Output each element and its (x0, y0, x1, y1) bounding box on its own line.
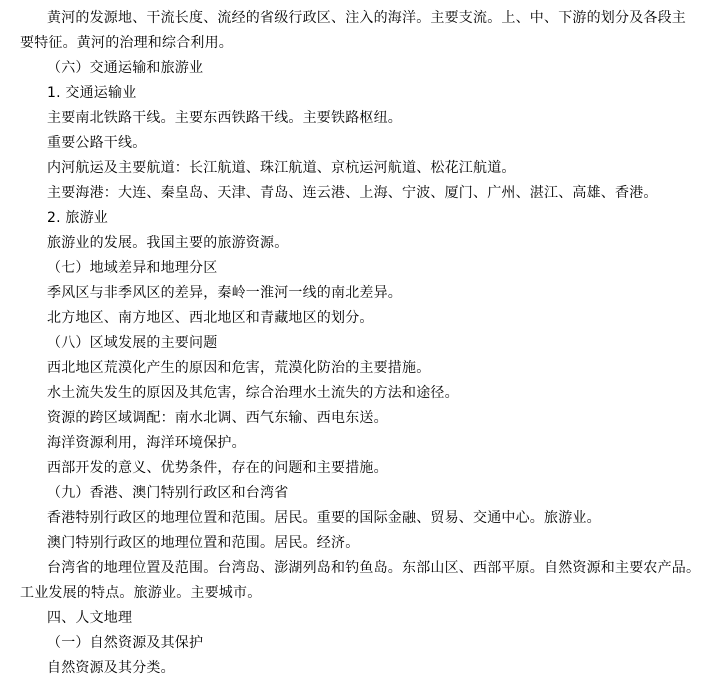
section-heading: （六）交通运输和旅游业 (47, 60, 204, 76)
paragraph-line: 北方地区、南方地区、西北地区和青藏地区的划分。 (47, 310, 374, 326)
paragraph-line: 台湾省的地理位置及范围。台湾岛、澎湖列岛和钓鱼岛。东部山区、西部平原。自然资源和主要农产品。 (47, 560, 701, 576)
section-heading: （一）自然资源及其保护 (47, 635, 204, 651)
paragraph-line: 资源的跨区域调配：南水北调、西气东输、西电东送。 (47, 410, 388, 426)
paragraph-line: 黄河的发源地、干流长度、流经的省级行政区、注入的海洋。主要支流。上、中、下游的划分及各段主 (47, 10, 686, 26)
paragraph-line: 主要海港：大连、秦皇岛、天津、青岛、连云港、上海、宁波、厦门、广州、湛江、高雄、香港。 (47, 185, 658, 201)
paragraph-line: 海洋资源利用，海洋环境保护。 (47, 435, 246, 451)
paragraph-line: 重要公路干线。 (47, 135, 147, 151)
subsection-heading: 1. 交通运输业 (47, 85, 137, 101)
paragraph-line: 旅游业的发展。我国主要的旅游资源。 (47, 235, 289, 251)
paragraph-line: 西部开发的意义、优势条件，存在的问题和主要措施。 (47, 460, 388, 476)
section-heading: （七）地域差异和地理分区 (47, 260, 218, 276)
paragraph-line: 主要南北铁路干线。主要东西铁路干线。主要铁路枢纽。 (47, 110, 402, 126)
paragraph-line: 西北地区荒漠化产生的原因和危害，荒漠化防治的主要措施。 (47, 360, 431, 376)
paragraph-line: 内河航运及主要航道：长江航道、珠江航道、京杭运河航道、松花江航道。 (47, 160, 516, 176)
paragraph-line: 季风区与非季风区的差异，秦岭一淮河一线的南北差异。 (47, 285, 402, 301)
paragraph-line: 澳门特别行政区的地理位置和范围。居民。经济。 (47, 535, 360, 551)
paragraph-line: 自然资源及其分类。 (47, 660, 175, 676)
paragraph-line: 水土流失发生的原因及其危害，综合治理水土流失的方法和途径。 (47, 385, 459, 401)
paragraph-line: 要特征。黄河的治理和综合利用。 (20, 35, 233, 51)
paragraph-line: 工业发展的特点。旅游业。主要城市。 (20, 585, 262, 601)
section-heading: （八）区域发展的主要问题 (47, 335, 218, 351)
subsection-heading: 2. 旅游业 (47, 210, 109, 226)
section-heading: （九）香港、澳门特别行政区和台湾省 (47, 485, 289, 501)
paragraph-line: 香港特别行政区的地理位置和范围。居民。重要的国际金融、贸易、交通中心。旅游业。 (47, 510, 601, 526)
chapter-heading: 四、人文地理 (47, 610, 133, 626)
